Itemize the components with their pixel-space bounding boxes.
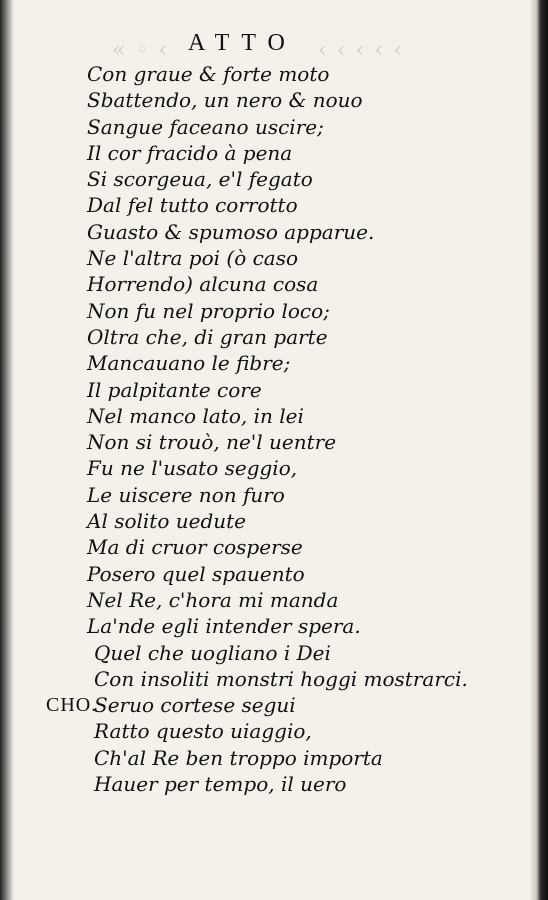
verse-line-text: Seruo cortese segui xyxy=(94,693,296,718)
verse-line xyxy=(0,666,530,692)
speaker-label: CHO. xyxy=(46,694,98,717)
verse-line-text: Con graue & forte moto xyxy=(87,62,330,86)
verse-text xyxy=(0,61,530,797)
verse-line-text: Ne l'altra poi (ò caso xyxy=(87,246,299,271)
verse-line xyxy=(0,429,530,455)
verse-line-text: Nel Re, c'hora mi manda xyxy=(87,587,339,612)
verse-line-text: Quel che uogliano i Dei xyxy=(94,640,331,665)
verse-line xyxy=(0,640,530,666)
verse-line xyxy=(0,718,530,744)
verse-line-text: Hauer per tempo, il uero xyxy=(94,772,347,797)
verse-line xyxy=(0,482,530,508)
verse-line xyxy=(0,377,530,403)
verse-line-text: Dal fel tutto corrotto xyxy=(87,193,298,218)
verse-line-text: Guasto & spumoso apparue. xyxy=(87,219,375,244)
verse-line xyxy=(0,613,530,639)
verse-line xyxy=(0,271,530,297)
verse-line-text: Nel manco lato, in lei xyxy=(87,403,304,428)
verse-line xyxy=(0,324,530,350)
verse-line-text: Ch'al Re ben troppo importa xyxy=(94,745,383,770)
verse-line xyxy=(0,534,530,560)
verse-line xyxy=(0,114,530,140)
verse-line-text: Sangue faceano uscire; xyxy=(87,114,324,139)
verse-line-text: Oltra che, di gran parte xyxy=(87,324,328,349)
verse-line-text: Si scorgeua, e'l fegato xyxy=(87,167,313,192)
verse-line xyxy=(0,771,530,797)
verse-line-text: Il palpitante core xyxy=(87,377,262,402)
verse-line xyxy=(0,245,530,271)
verse-line-text: Mancauano le fibre; xyxy=(87,351,291,376)
verse-line-text: Non fu nel proprio loco; xyxy=(87,298,330,323)
verse-line xyxy=(0,219,530,245)
verse-line xyxy=(0,87,530,113)
verse-line xyxy=(0,140,530,166)
verse-line-text: Le uiscere non furo xyxy=(87,482,285,507)
verse-line xyxy=(0,298,530,324)
verse-line xyxy=(0,745,530,771)
verse-line xyxy=(0,61,530,87)
verse-line-text: Fu ne l'usato seggio, xyxy=(87,456,298,481)
verse-line xyxy=(0,692,530,718)
verse-line-text: Ratto questo uiaggio, xyxy=(94,719,312,744)
verse-line xyxy=(0,455,530,481)
verse-line-text: Sbattendo, un nero & nouo xyxy=(87,88,363,113)
verse-line xyxy=(0,587,530,613)
verse-line xyxy=(0,350,530,376)
verse-line-text: Con insoliti monstri hoggi mostrarci. xyxy=(94,666,468,691)
bleed-through-right: ‹‹‹‹‹ xyxy=(318,38,412,63)
bleed-through-left: «◦‹ xyxy=(112,38,178,63)
verse-line xyxy=(0,561,530,587)
verse-line-text: Non si trouò, ne'l uentre xyxy=(87,430,337,455)
verse-line-text: La'nde egli intender spera. xyxy=(87,614,361,639)
verse-line-text: Horrendo) alcuna cosa xyxy=(87,272,319,297)
verse-line xyxy=(0,166,530,192)
verse-line-text: Ma di cruor cosperse xyxy=(87,535,303,560)
verse-line-text: Posero quel spauento xyxy=(87,561,305,586)
verse-line xyxy=(0,508,530,534)
verse-line xyxy=(0,192,530,218)
verse-line xyxy=(0,403,530,429)
page-edge xyxy=(530,0,548,900)
running-header: ATTO xyxy=(188,30,297,56)
verse-line-text: Al solito uedute xyxy=(87,509,247,534)
verse-line-text: Il cor fracido à pena xyxy=(87,140,293,165)
